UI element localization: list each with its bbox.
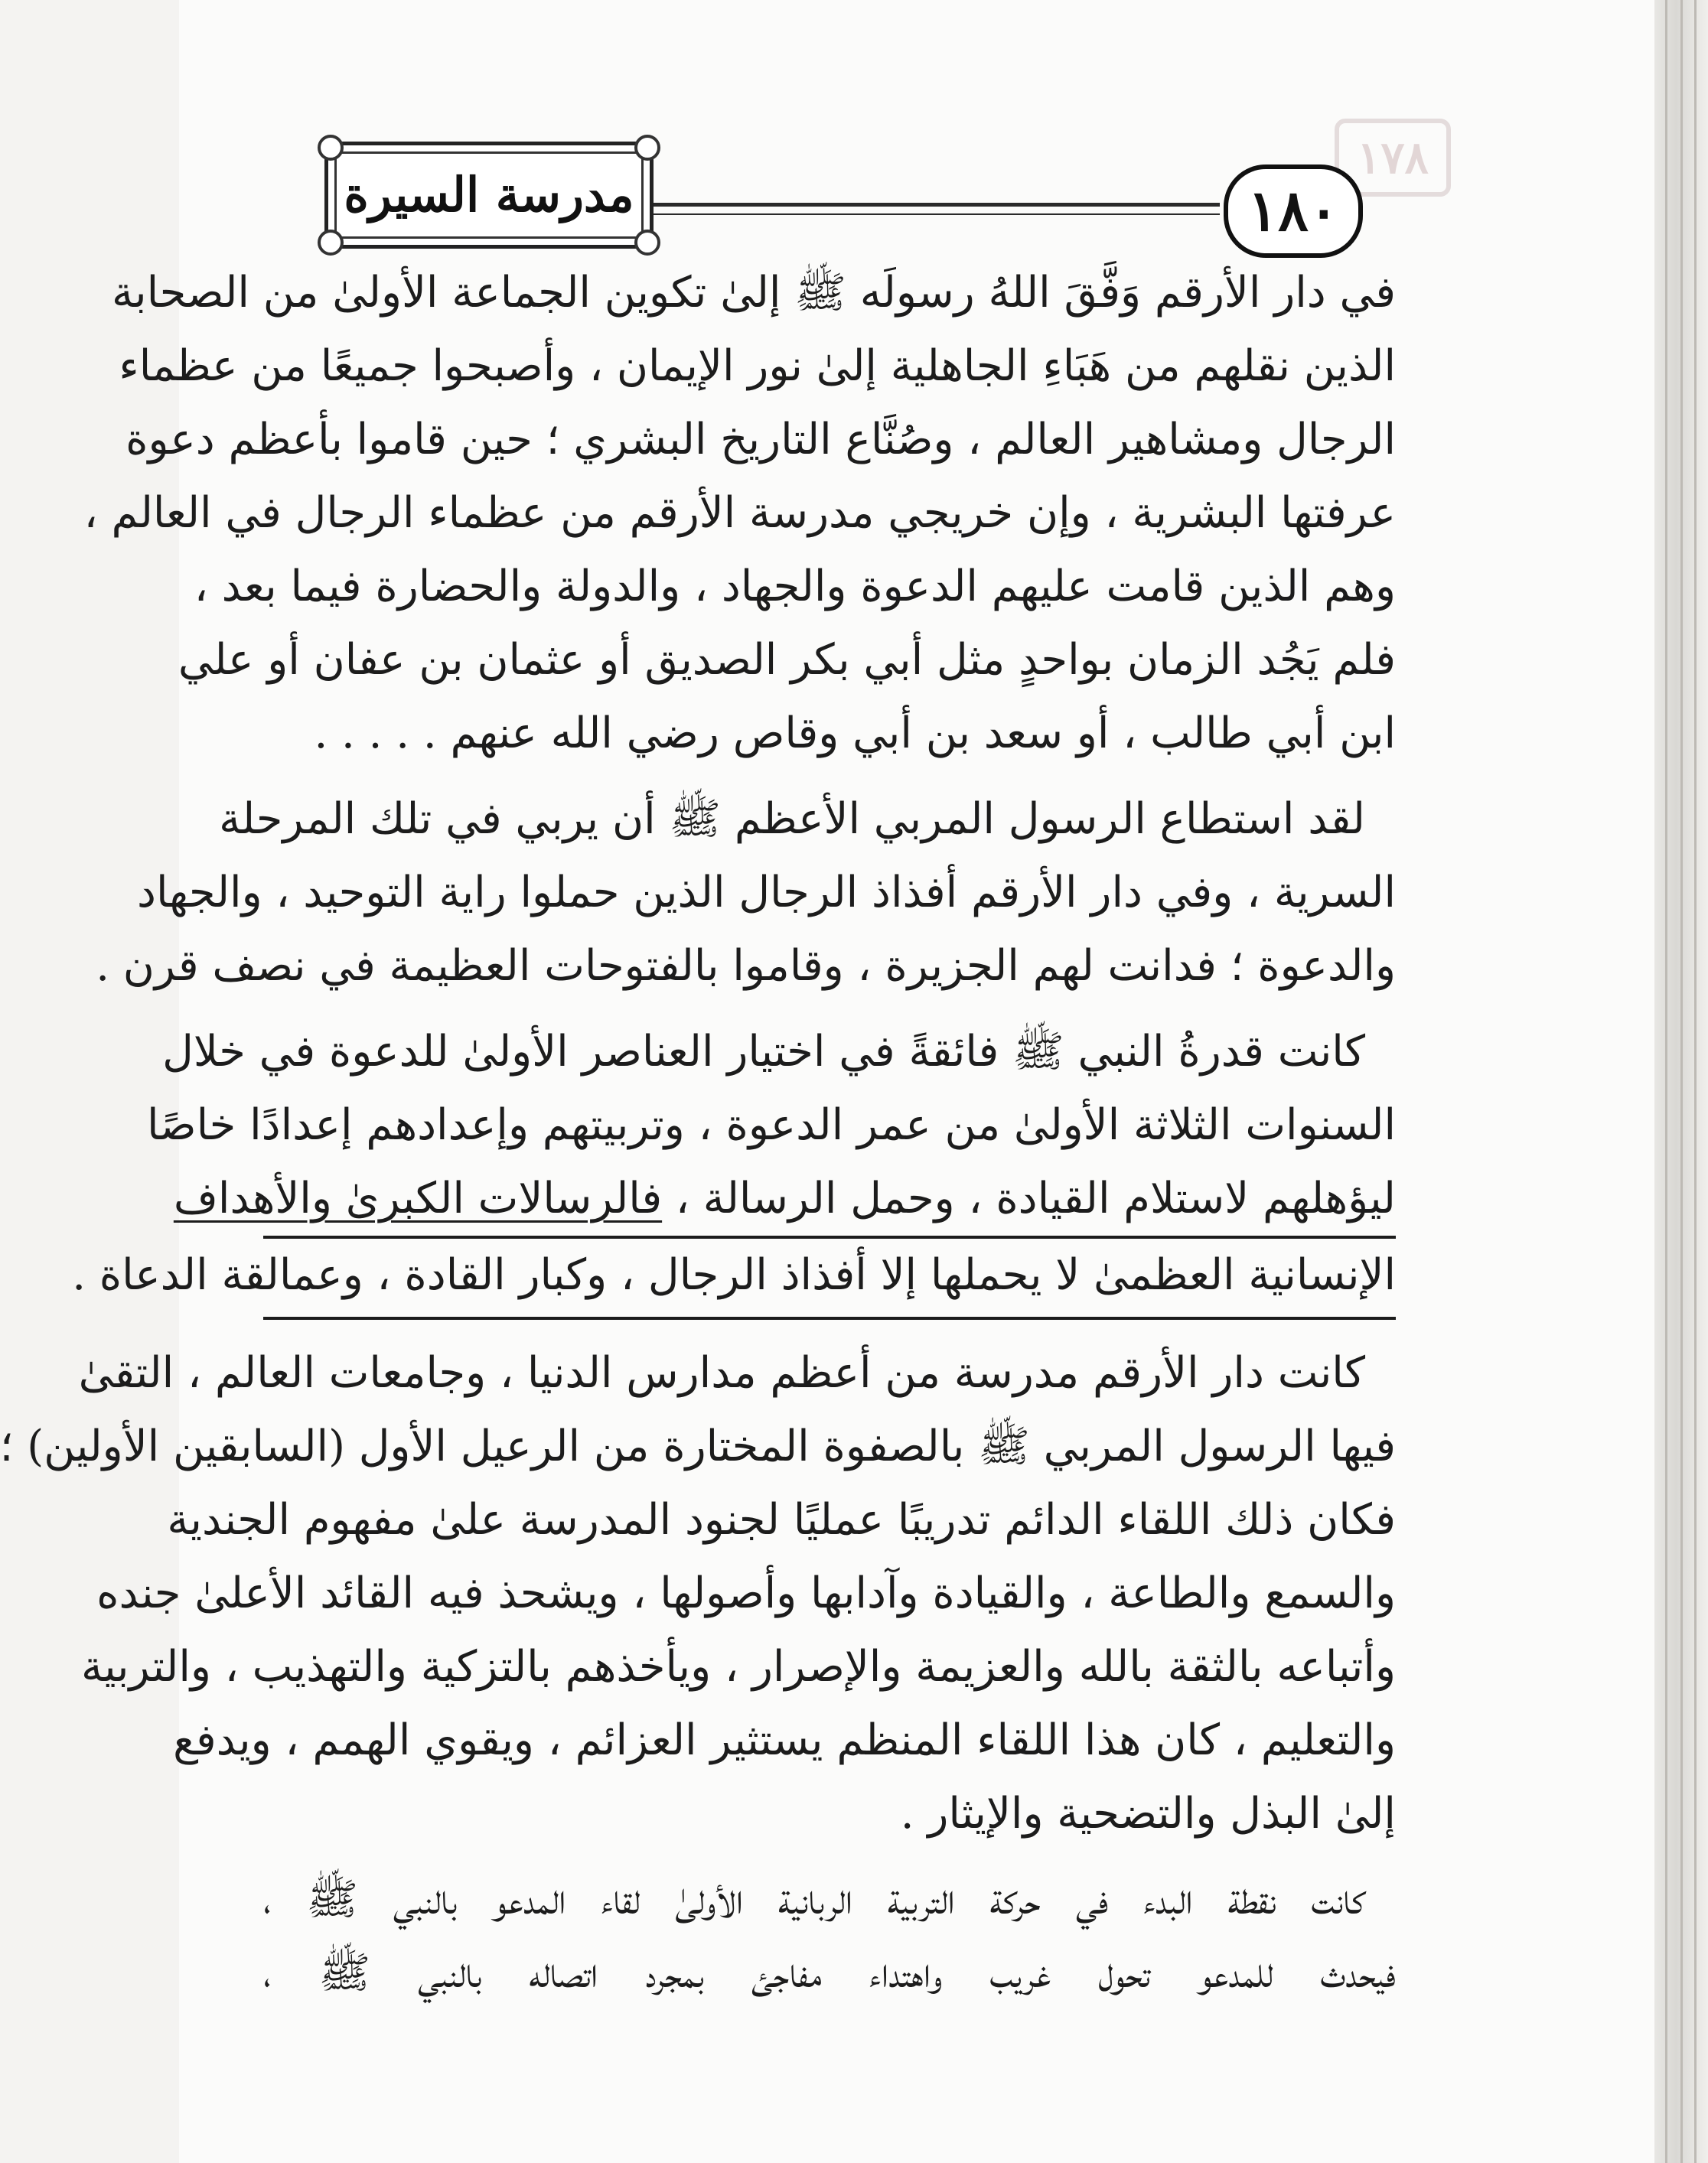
text-line: فيها الرسول المربي ﷺ بالصفوة المختارة من الرعيل الأول (السابقين الأولين) ؛ [0,1422,1396,1471]
header-rule-thin [562,213,1220,215]
paragraph [72,1015,1396,1320]
text-line: لقد استطاع الرسول المربي الأعظم ﷺ أن يربي في تلك المرحلة [219,794,1365,844]
page-stack-edge [1653,0,1708,2163]
text-line: السنوات الثلاثة الأولىٰ من عمر الدعوة ، وتربيتهم وإعدادهم إعدادًا خاصًا [146,1100,1396,1150]
text-line: كانت قدرةُ النبي ﷺ فائقةً في اختيار العناصر الأولىٰ للدعوة في خلال [162,1027,1365,1077]
text-line: فلم يَجُد الزمان بواحدٍ مثل أبي بكر الصديق أو عثمان بن عفان أو علي [178,635,1396,685]
underlined-text: فالرسالات الكبرىٰ والأهداف [173,1174,663,1223]
text-line: والدعوة ؛ فدانت لهم الجزيرة ، وقاموا بالفتوحات العظيمة في نصف قرن . [96,941,1396,991]
text-segment: ليؤهلهم لاستلام القيادة ، وحمل الرسالة ، [662,1174,1396,1223]
paragraph [0,1337,1396,1851]
text-line: ابن أبي طالب ، أو سعد بن أبي وقاص رضي الله عنهم . . . . . [314,709,1396,758]
text-line: الإنسانية العظمىٰ لا يحملها إلا أفذاذ الرجال ، وكبار القادة ، وعمالقة الدعاة . [72,1250,1396,1300]
text-line: في دار الأرقم وَفَّقَ اللهُ رسولَه ﷺ إلىٰ تكوين الجماعة الأولىٰ من الصحابة [111,268,1396,318]
body-text [0,256,1396,2010]
text-line: إلىٰ البذل والتضحية والإيثار . [900,1789,1396,1839]
text-line: الذين نقلهم من هَبَاءِ الجاهلية إلىٰ نور الإيمان ، وأصبحوا جميعًا من عظماء [119,341,1396,391]
paragraph [83,256,1396,770]
page-edge-line [1665,0,1667,2163]
running-title: مدرسة السيرة [344,167,634,223]
ghost-page-number: ١٧٨ [1335,119,1451,197]
paragraph [96,783,1396,1003]
text-line: كانت نقطة البدء في حركة التربية الربانية الأولىٰ لقاء المدعو بالنبي ﷺ ، [263,1875,1365,1924]
page-number: ١٨٠ [1224,165,1363,258]
page-edge-line [1694,0,1697,2163]
title-cartouche [324,142,654,249]
text-line: الرجال ومشاهير العالم ، وصُنَّاع التاريخ البشري ؛ حين قاموا بأعظم دعوة [125,415,1396,464]
text-line: وأتباعه بالثقة بالله والعزيمة والإصرار ، ويأخذهم بالتزكية والتهذيب ، والتربية [80,1642,1396,1692]
header-rule [562,203,1220,207]
text-line: السرية ، وفي دار الأرقم أفذاذ الرجال الذين حملوا راية التوحيد ، والجهاد [137,868,1396,917]
text-line: عرفتها البشرية ، وإن خريجي مدرسة الأرقم من عظماء الرجال في العالم ، [83,488,1396,538]
page-edge-line [1680,0,1683,2163]
page-header [309,142,1396,256]
text-line: وهم الذين قامت عليهم الدعوة والجهاد ، والدولة والحضارة فيما بعد ، [194,562,1396,611]
text-line: فيحدث للمدعو تحول غريب واهتداء مفاجئ بمجرد اتصاله بالنبي ﷺ ، [263,1948,1396,1998]
text-line: فكان ذلك اللقاء الدائم تدريبًا عمليًا لجنود المدرسة علىٰ مفهوم الجندية [167,1495,1396,1545]
underline-rule [263,1317,1396,1320]
paragraph [263,1863,1396,2010]
text-line: كانت دار الأرقم مدرسة من أعظم مدارس الدنيا ، وجامعات العالم ، التقىٰ [78,1348,1365,1398]
text-line [173,1162,1396,1236]
text-line: والسمع والطاعة ، والقيادة وآدابها وأصولها ، ويشحذ فيه القائد الأعلىٰ جنده [96,1569,1396,1618]
text-line: والتعليم ، كان هذا اللقاء المنظم يستثير العزائم ، ويقوي الهمم ، ويدفع [173,1715,1396,1765]
